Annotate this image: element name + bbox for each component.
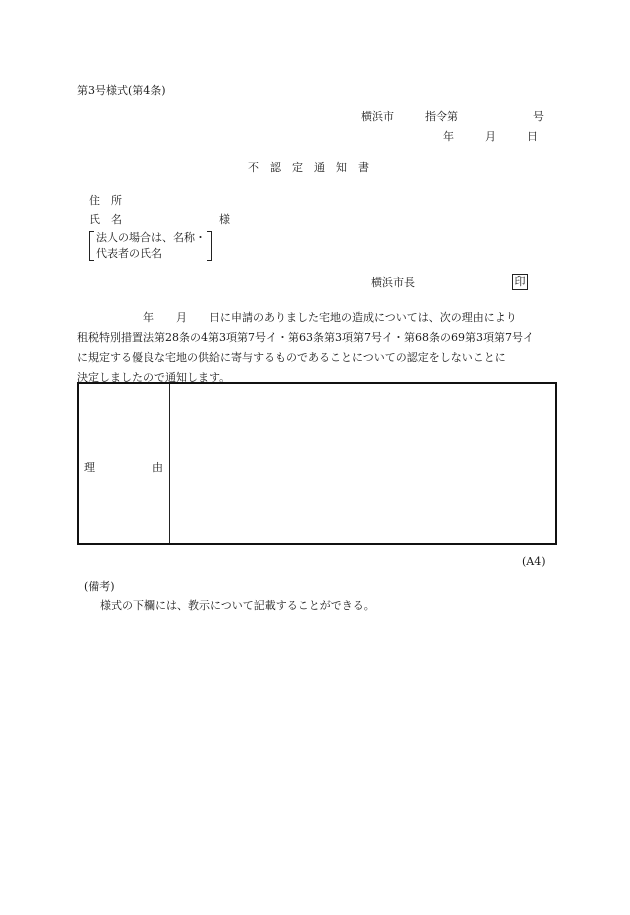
month-label: 月 (485, 130, 496, 143)
document-title: 不 認 定 通 知 書 (248, 161, 369, 174)
reason-divider (169, 384, 170, 543)
body-line3: に規定する優良な宅地の供給に寄与するものであることについての認定をしないことに (77, 351, 506, 364)
number-suffix: 号 (533, 110, 544, 123)
address-label: 住 所 (89, 194, 122, 207)
reason-label-right: 由 (152, 461, 163, 474)
city-label: 横浜市 (361, 110, 394, 123)
name-label: 氏 名 (89, 213, 122, 226)
right-bracket (207, 231, 212, 261)
body-line4: 決定しましたので通知します。 (77, 371, 231, 384)
left-bracket (89, 231, 94, 261)
year-label: 年 (443, 130, 454, 143)
paper-size-label: (A4) (522, 555, 546, 568)
honorific-label: 様 (219, 213, 230, 226)
directive-label: 指令第 (425, 110, 458, 123)
corporate-note-line1: 法人の場合は、名称・ (96, 231, 206, 244)
corporate-note (89, 231, 215, 261)
directive-line (361, 111, 544, 122)
body-line2: 租税特別措置法第28条の4第3項第7号イ・第63条第3項第7号イ・第68条の69第3項第7号イ (77, 331, 534, 344)
day-label: 日 (527, 130, 538, 143)
issuer-mayor: 横浜市長 (371, 276, 415, 289)
notes-text: 様式の下欄には、教示について記載することができる。 (100, 599, 375, 612)
reason-table (77, 382, 557, 545)
notes-heading: (備考) (84, 580, 115, 593)
date-line (443, 131, 538, 142)
body-line1: 年 月 日に申請のありました宅地の造成については、次の理由により (77, 311, 517, 324)
notice-body (77, 308, 557, 388)
reason-label-left: 理 (84, 461, 95, 474)
corporate-note-line2: 代表者の氏名 (96, 247, 162, 260)
seal-mark: 印 (512, 274, 528, 290)
form-number: 第3号様式(第4条) (77, 84, 166, 97)
